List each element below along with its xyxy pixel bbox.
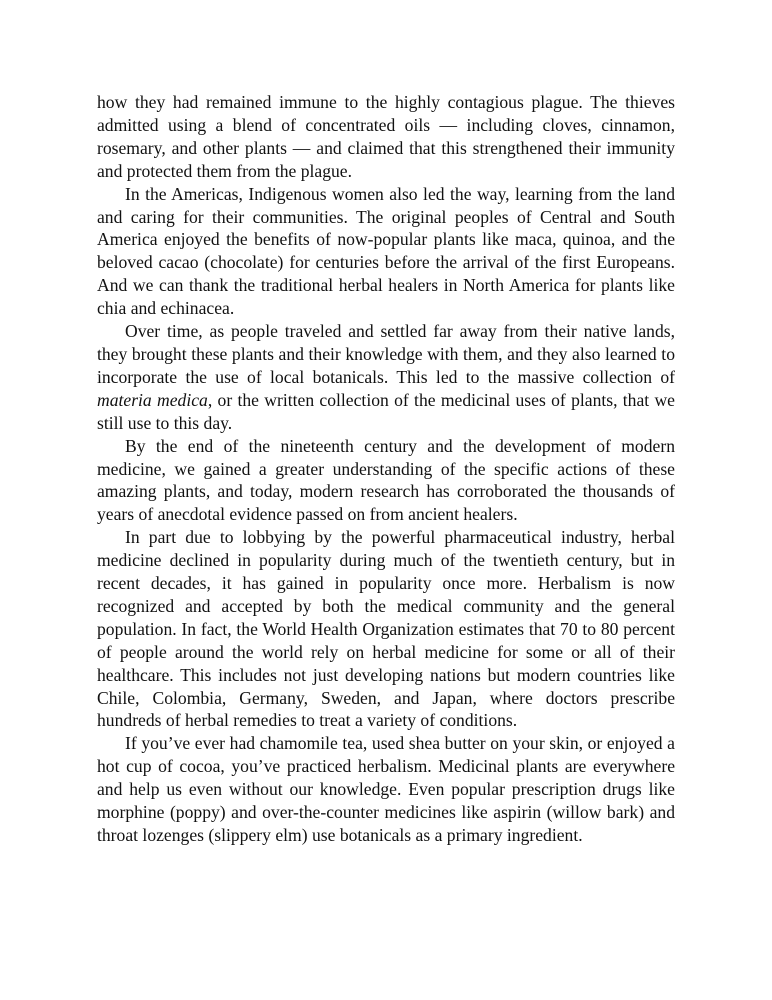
italic-term-materia-medica: materia medica: [97, 389, 208, 410]
paragraph-text-after: , or the written collection of the medicinal uses of plants, that we still use to this day.: [97, 389, 675, 433]
paragraph-practiced-herbalism: If you’ve ever had chamomile tea, used shea butter on your skin, or enjoyed a hot cup of cocoa, you’ve practiced herbalism. Medicinal plants are everywhere and help us even without our knowledge. Even popular prescription drugs like morphine (poppy) and over-the-counter medicines like aspirin (willow bark) and throat lozenges (slippery elm) use botanicals as a primary ingredient.: [97, 733, 675, 845]
paragraph-text-before: Over time, as people traveled and settled far away from their native lands, they brought these plants and their knowledge with them, and they also learned to incorporate the use of local botanicals. This led to the massive collection of: [97, 321, 675, 387]
page-body: [97, 91, 675, 847]
paragraph-plague-thieves: how they had remained immune to the highly contagious plague. The thieves admitted using a blend of concentrated oils — including cloves, cinnamon, rosemary, and other plants — and claimed that this strengthened their immunity and protected them from the plague.: [97, 92, 675, 181]
paragraph-americas: In the Americas, Indigenous women also led the way, learning from the land and caring for their communities. The original peoples of Central and South America enjoyed the benefits of now-popular plants like maca, quinoa, and the beloved cacao (chocolate) for centuries before the arrival of the first Europeans. And we can thank the traditional herbal healers in North America for plants like chia and echinacea.: [97, 183, 675, 319]
paragraph-nineteenth-century: By the end of the nineteenth century and the development of modern medicine, we gained a greater understanding of the specific actions of these amazing plants, and today, modern research has corroborated the thousands of years of anecdotal evidence passed on from ancient healers.: [97, 435, 675, 525]
paragraph-materia-medica: [97, 320, 675, 435]
paragraph-pharmaceutical-industry: In part due to lobbying by the powerful pharmaceutical industry, herbal medicine declined in popularity during much of the twentieth century, but in recent decades, it has gained in popularity once more. Herbalism is now recognized and accepted by both the medical community and the general population. In fact, the World Health Organization estimates that 70 to 80 percent of people around the world rely on herbal medicine for some or all of their healthcare. This includes not just developing nations but modern countries like Chile, Colombia, Germany, Sweden, and Japan, where doctors prescribe hundreds of herbal remedies to treat a variety of conditions.: [97, 527, 675, 731]
